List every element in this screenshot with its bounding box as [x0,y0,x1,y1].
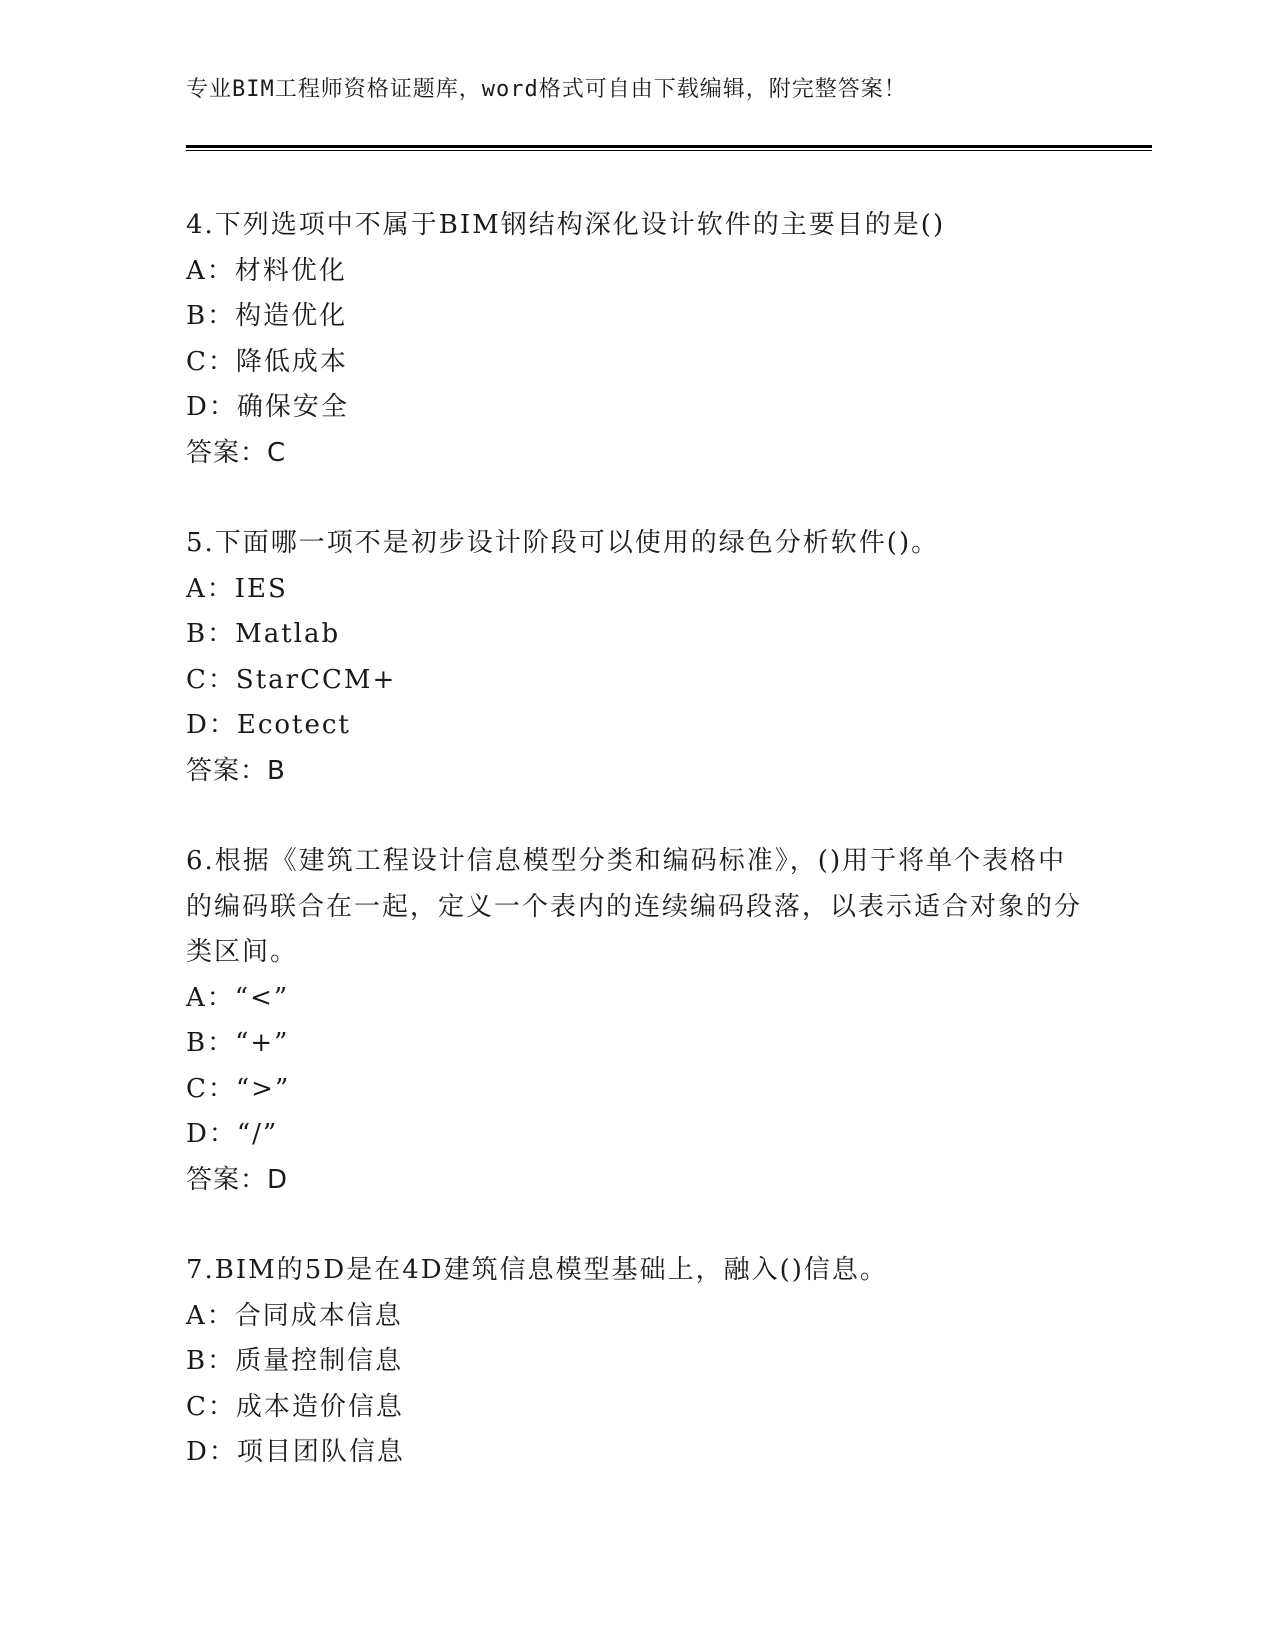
option-c: C：成本造价信息 [186,1391,404,1422]
question-list [186,203,1086,1521]
option-d: D：Ecotect [186,710,351,740]
option-c: C：StarCCM+ [186,664,397,695]
question-text: 5.下面哪一项不是初步设计阶段可以使用的绿色分析软件()。 [186,528,940,558]
option-d: D：项目团队信息 [186,1437,405,1467]
option-b: B：“+” [186,1028,290,1058]
question-7 [186,1248,1086,1476]
header-rule-thin [186,150,1152,151]
question-4 [186,203,1086,476]
option-d: D：确保安全 [186,392,349,422]
answer: 答案：D [186,1164,289,1195]
option-c: C：降低成本 [186,346,348,377]
question-text: 6.根据《建筑工程设计信息模型分类和编码标准》，()用于将单个表格中的编码联合在一起，定义一个表内的连续编码段落，以表示适合对象的分类区间。 [186,846,1083,967]
option-a: A：材料优化 [186,255,347,286]
option-c: C：“>” [186,1073,291,1104]
option-a: A：合同成本信息 [186,1300,403,1331]
option-b: B：Matlab [186,619,341,649]
answer: 答案：B [186,755,286,786]
answer: 答案：C [186,437,287,468]
header-text: 专业BIM工程师资格证题库，word格式可自由下载编辑，附完整答案！ [186,77,907,102]
option-a: A：“<” [186,982,290,1013]
option-a: A：IES [186,573,288,604]
question-5 [186,521,1086,794]
question-6 [186,839,1086,1203]
option-b: B：构造优化 [186,301,348,331]
header-rule-thick [186,145,1152,148]
option-d: D：“/” [186,1119,279,1149]
question-text: 7.BIM的5D是在4D建筑信息模型基础上，融入()信息。 [186,1255,888,1285]
question-text: 4.下列选项中不属于BIM钢结构深化设计软件的主要目的是() [186,210,946,240]
option-b: B：质量控制信息 [186,1346,404,1376]
